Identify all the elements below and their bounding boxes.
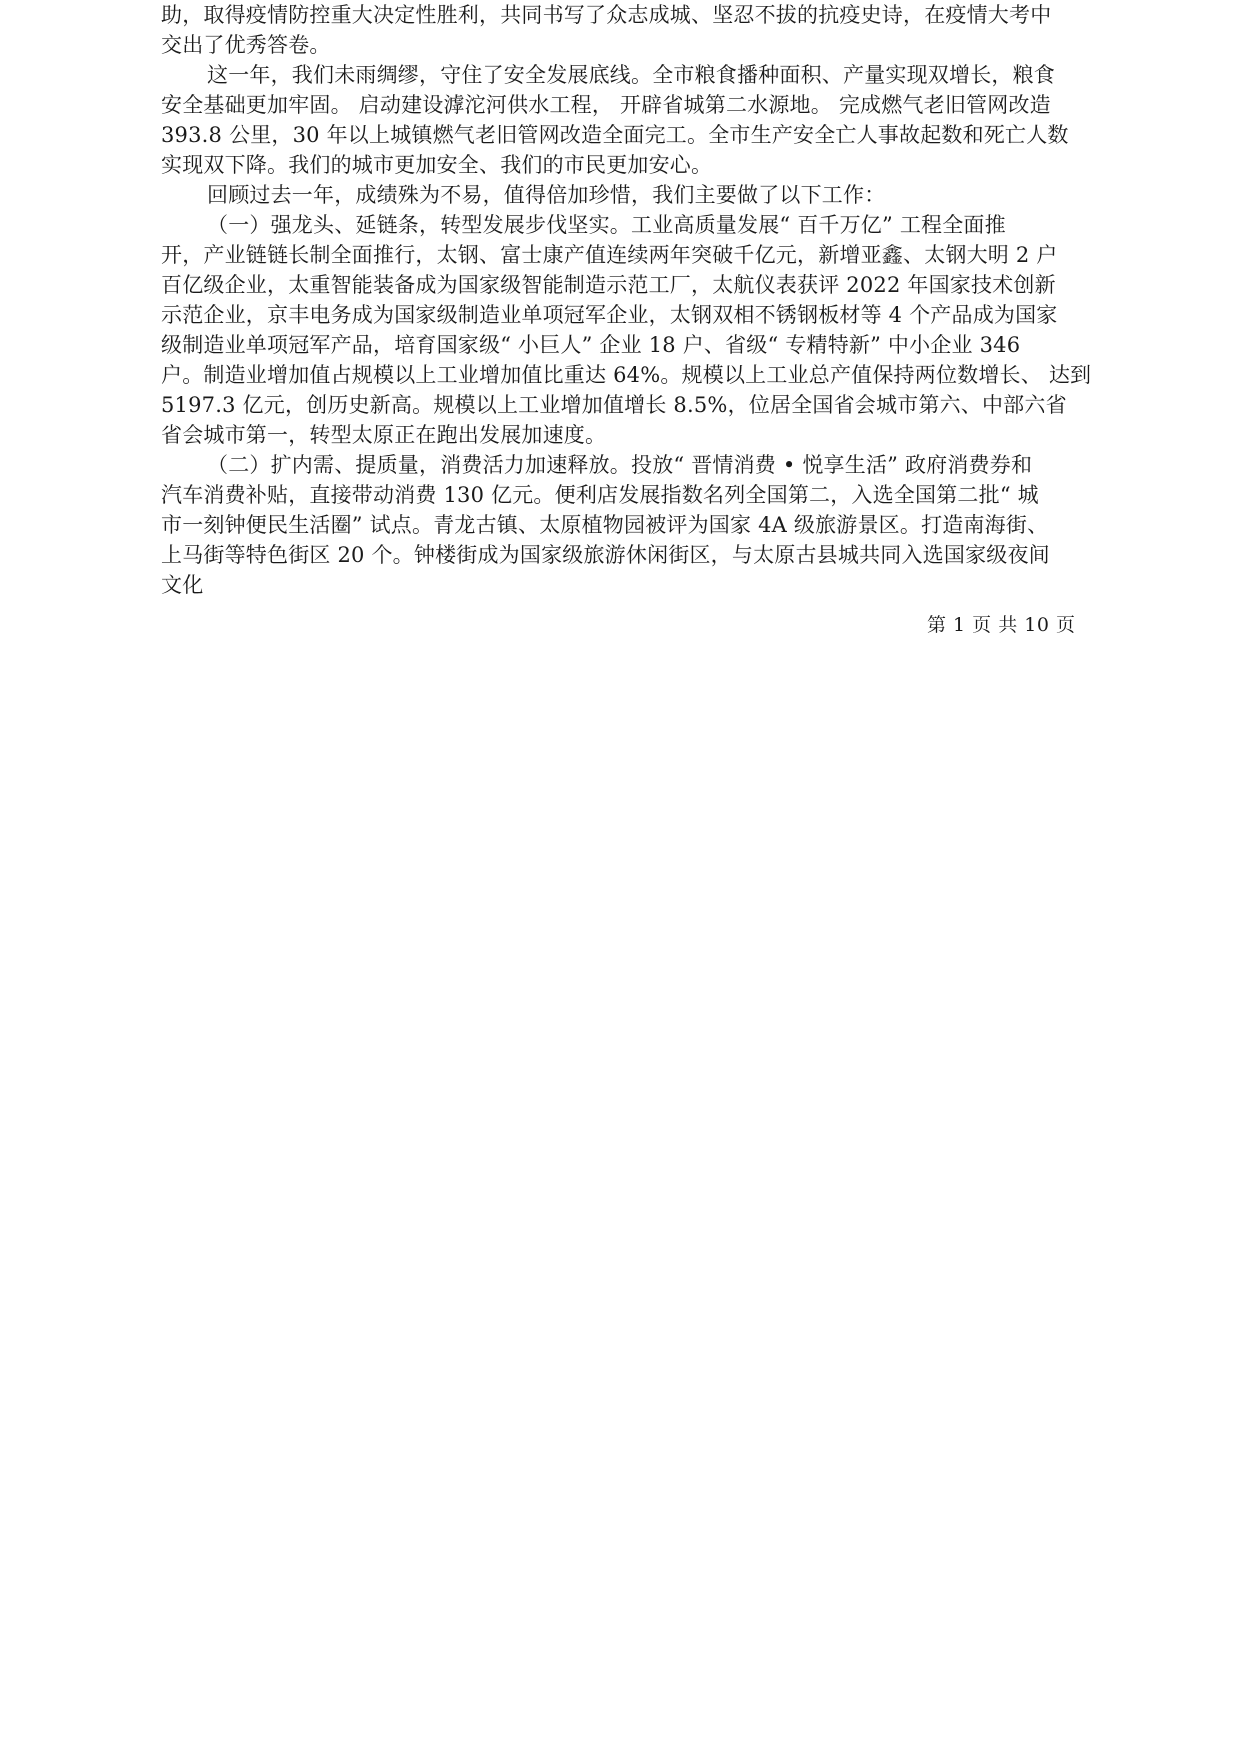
document-body (161, 0, 1092, 600)
body-line-3: 这一年，我们未雨绸缪，守住了安全发展底线。全市粮食播种面积、产量实现双增长，粮食 (207, 63, 1055, 87)
body-line-11: 示范企业，京丰电务成为国家级制造业单项冠军企业，太钢双相不锈钢板材等 4 个产品成为国家 (161, 303, 1058, 327)
body-line-14: 5197.3 亿元，创历史新高。规模以上工业增加值增长 8.5%，位居全国省会城市第六、中部六省 (161, 393, 1067, 417)
body-line-6: 实现双下降。我们的城市更加安全、我们的市民更加安心。 (161, 153, 713, 177)
body-line-17: 汽车消费补贴，直接带动消费 130 亿元。便利店发展指数名列全国第二，入选全国第二批“ 城 (161, 483, 1039, 507)
body-line-1: 助，取得疫情防控重大决定性胜利，共同书写了众志成城、坚忍不拔的抗疫史诗，在疫情大考中 (161, 3, 1052, 27)
body-line-16: （二）扩内需、提质量，消费活力加速释放。投放“ 晋情消费 • 悦享生活” 政府消费券和 (207, 453, 1033, 477)
body-line-13: 户。制造业增加值占规模以上工业增加值比重达 64%。规模以上工业总产值保持两位数增长、 达到 (161, 363, 1092, 387)
body-line-10: 百亿级企业，太重智能装备成为国家级智能制造示范工厂，太航仪表获评 2022 年国家技术创新 (161, 273, 1056, 297)
body-line-15: 省会城市第一，转型太原正在跑出发展加速度。 (161, 423, 607, 447)
body-line-12: 级制造业单项冠军产品，培育国家级“ 小巨人” 企业 18 户、省级“ 专精特新” 中小企业 346 (161, 333, 1021, 357)
body-line-7: 回顾过去一年，成绩殊为不易，值得倍加珍惜，我们主要做了以下工作： (207, 183, 886, 207)
body-line-19: 上马街等特色街区 20 个。钟楼街成为国家级旅游休闲街区，与太原古县城共同入选国家级夜间 (161, 543, 1050, 567)
body-line-2: 交出了优秀答卷。 (161, 33, 331, 57)
body-line-20: 文化 (161, 573, 204, 597)
body-line-9: 开，产业链链长制全面推行，太钢、富士康产值连续两年突破千亿元，新增亚鑫、太钢大明 2 户 (161, 243, 1058, 267)
body-line-8: （一）强龙头、延链条，转型发展步伐坚实。工业高质量发展“ 百千万亿” 工程全面推 (207, 213, 1006, 237)
page-number-footer: 第 1 页 共 10 页 (927, 614, 1076, 636)
body-line-18: 市一刻钟便民生活圈” 试点。青龙古镇、太原植物园被评为国家 4A 级旅游景区。打造南海街、 (161, 513, 1049, 537)
body-line-5: 393.8 公里，30 年以上城镇燃气老旧管网改造全面完工。全市生产安全亡人事故起数和死亡人数 (161, 123, 1069, 147)
body-line-4: 安全基础更加牢固。 启动建设滹沱河供水工程， 开辟省城第二水源地。 完成燃气老旧管网改造 (161, 93, 1051, 117)
